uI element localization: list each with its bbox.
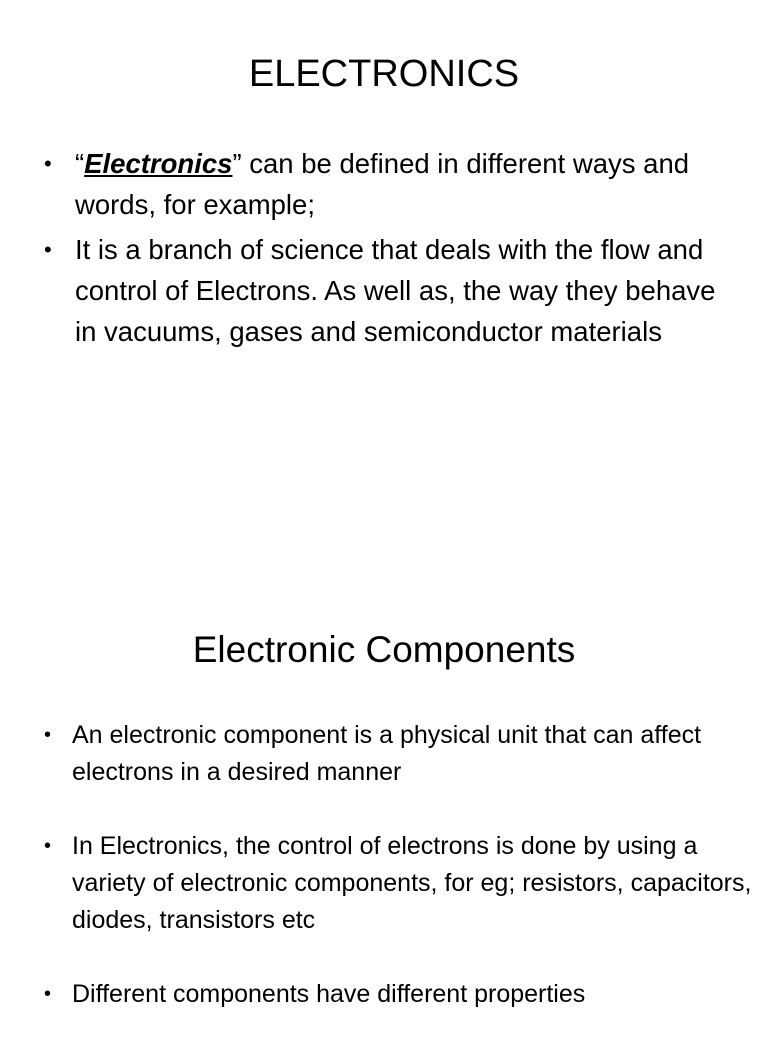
bullet-definition [44,143,744,225]
bullet-branch-of-science [44,229,744,352]
bullet-icon: • [44,237,52,262]
bullet-component-definition [44,717,760,791]
bullet-text: In Electronics, the control of electrons is done by using a variety of electronic components, for eg; resistors, capacitors, diodes, transistors etc [72,832,752,934]
bullet-icon: • [44,835,52,857]
slide-title: Electronic Components [192,629,576,670]
bullet-icon: • [44,724,52,746]
open-quote: “ [75,148,85,179]
bullet-different-properties [44,976,760,1013]
bullet-list [44,717,760,1050]
bullet-list [44,143,744,356]
bullet-text: An electronic component is a physical unit that can affect electrons in a desired manner [72,721,702,786]
bullet-text: It is a branch of science that deals with the flow and control of Electrons. As well as, the way they behave in vacuums, gases and semiconductor materials [75,234,716,347]
slide-title: ELECTRONICS [248,53,520,95]
bullet-text: Different components have different properties [72,980,586,1008]
bullet-control-of-electrons [44,828,760,939]
slide-electronic-components [0,560,768,1024]
emphasis-term: Electronics [84,148,233,179]
bullet-text: ” can be defined in different ways and words, for example; [75,148,690,220]
bullet-icon: • [44,151,52,176]
bullet-icon: • [44,983,52,1005]
